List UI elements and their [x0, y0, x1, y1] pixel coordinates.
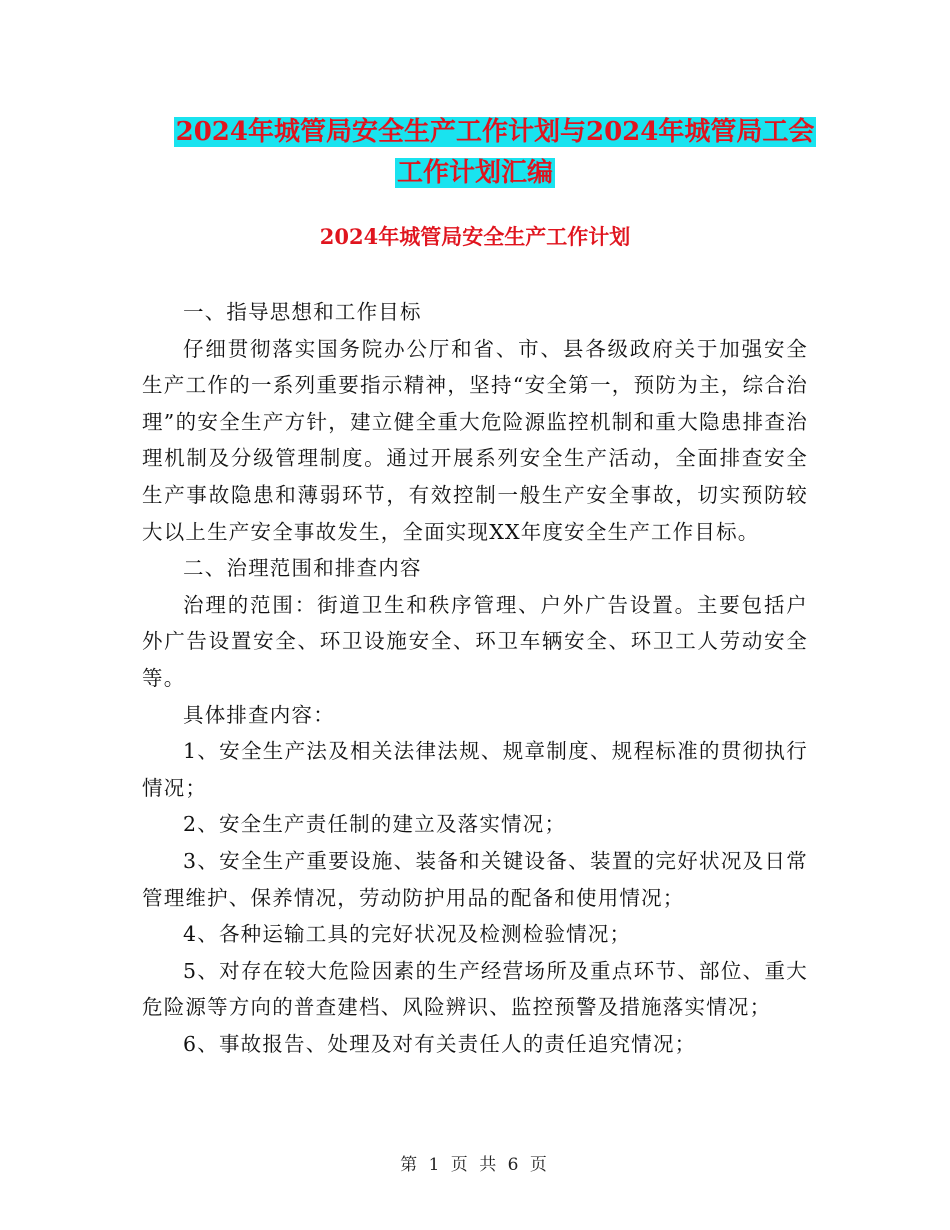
- heading-guiding-ideology: 一、指导思想和工作目标: [183, 300, 422, 324]
- paragraph-guiding-ideology: 仔细贯彻落实国务院办公厅和省、市、县各级政府关于加强安全生产工作的一系列重要指示精神，坚持“安全第一，预防为主，综合治理”的安全生产方针，建立健全重大危险源监控机制和重大隐患排查治理机制及分级管理制度。通过开展系列安全生产活动，全面排查安全生产事故隐患和薄弱环节，有效控制一般生产安全事故，切实预防较大以上生产安全事故发生，全面实现XX年度安全生产工作目标。: [142, 336, 808, 544]
- list-item: 4、各种运输工具的完好状况及检测检验情况；: [183, 922, 632, 947]
- title-highlight: 工作计划汇编: [396, 158, 553, 188]
- paragraph-inspection-intro: 具体排查内容：: [183, 702, 335, 727]
- heading-scope: 二、治理范围和排查内容: [183, 556, 422, 581]
- title-highlight: 2024年城管局安全生产工作计划与2024年城管局工会: [175, 117, 815, 147]
- list-item: 6、事故报告、处理及对有关责任人的责任追究情况；: [183, 1031, 697, 1056]
- section-title: 2024年城管局安全生产工作计划: [319, 224, 631, 249]
- paragraph-scope: 治理的范围：街道卫生和秩序管理、户外广告设置。主要包括户外广告设置安全、环卫设施安全、环卫车辆安全、环卫工人劳动安全等。: [142, 592, 808, 690]
- list-item: 3、安全生产重要设施、装备和关键设备、装置的完好状况及日常管理维护、保养情况，劳动防护用品的配备和使用情况；: [142, 848, 808, 910]
- list-item: 1、安全生产法及相关法律法规、规章制度、规程标准的贯彻执行情况；: [142, 739, 808, 800]
- list-item: 2、安全生产责任制的建立及落实情况；: [183, 812, 567, 837]
- document-title-line-1: [20, 112, 950, 152]
- document-body: [142, 294, 808, 1062]
- page-footer: 第 1 页 共 6 页: [400, 1155, 550, 1175]
- document-title-line-2: [0, 153, 950, 193]
- list-item: 5、对存在较大危险因素的生产经营场所及重点环节、部位、重大危险源等方向的普查建档、风险辨识、监控预警及措施落实情况；: [142, 958, 808, 1020]
